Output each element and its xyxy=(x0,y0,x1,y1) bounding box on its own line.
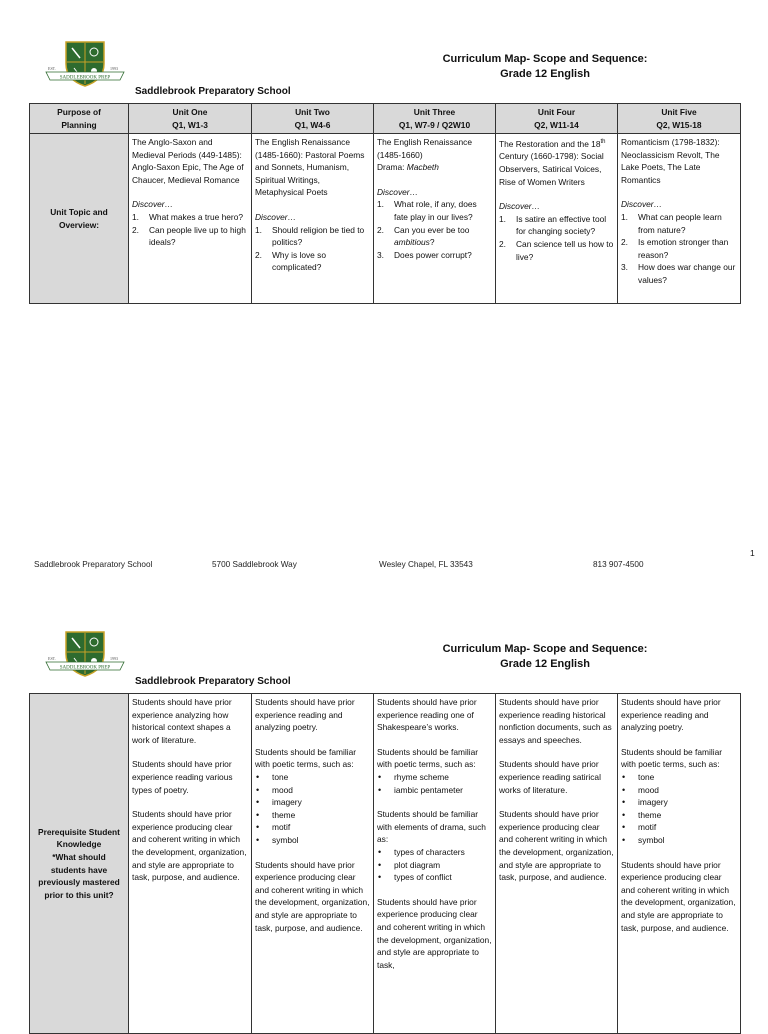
unit-one-prereq-cell: Students should have prior experience analyzing how historical context shapes a work of literature. Students should have prior experience reading various types of poetry. Students should have prior experience producing clear and coherent writing in which the development, organization, and style are appropriate to task, purpose, and audience. xyxy=(129,694,252,1034)
footer-city: Wesley Chapel, FL 33543 xyxy=(379,560,473,569)
discover-question: 3. Does power corrupt? xyxy=(377,249,472,260)
list-item: • tone xyxy=(621,771,737,784)
discover-question: 2. Can people live up to high ideals? xyxy=(132,224,246,248)
list-item: • symbol xyxy=(255,834,370,847)
footer-school: Saddlebrook Preparatory School xyxy=(34,560,153,569)
list-item: • rhyme scheme xyxy=(377,771,492,784)
unit-header: Unit One Q1, W1-3 xyxy=(129,104,252,134)
discover-question: 3. How does war change our values? xyxy=(621,262,736,285)
list-item: • theme xyxy=(255,809,370,822)
document-page-2 xyxy=(0,590,768,1024)
discover-question: 1. Is satire an effective tool for changing society? xyxy=(499,213,607,237)
unit-five-topic-cell: Romanticism (1798-1832): Neoclassicism Revolt, The Lake Poets, The Late Romantics Discover… 1. What can people learn from nature? 2. Is emotion stronger than reason? 3. How does war change our values? xyxy=(618,134,741,304)
list-item: • types of characters xyxy=(377,846,492,859)
school-crest-logo xyxy=(42,630,128,678)
unit-four-topic-cell: The Restoration and the 18th Century (1660-1798): Social Observers, Satirical Voices, Rise of Women Writers Discover… 1. Is satire an effective tool for changing society? 2. Can science tell us how to live? xyxy=(496,134,618,304)
prerequisite-row xyxy=(30,694,741,1034)
school-crest-logo xyxy=(42,40,128,88)
unit-two-topic-cell: The English Renaissance (1485-1660): Pastoral Poems and Sonnets, Humanism, Spiritual Writings, Metaphysical Poets Discover… 1. Should religion be tied to politics? 2. Why is love so complicated? xyxy=(252,134,374,304)
crest-logo-icon xyxy=(42,40,128,88)
list-item: • mood xyxy=(255,784,370,797)
svg-text:SADDLEBROOK PREP: SADDLEBROOK PREP xyxy=(59,75,111,81)
list-item: • iambic pentameter xyxy=(377,784,492,797)
unit-header: Unit Two Q1, W4-6 xyxy=(252,104,374,134)
svg-text:1993: 1993 xyxy=(110,66,118,71)
document-title xyxy=(410,642,680,672)
title-line-1: Curriculum Map- Scope and Sequence: xyxy=(442,643,648,655)
svg-text:EST.: EST. xyxy=(48,656,56,661)
list-item: • motif xyxy=(255,821,370,834)
footer-address: 5700 Saddlebrook Way xyxy=(212,560,297,569)
unit-five-prereq-cell: Students should have prior experience reading and analyzing poetry. Students should be familiar with poetic terms, such as: • tone • mood • imagery • theme • motif • symbol Students should have prior experience producing clear and coherent writing in which the development, organization, and style are appropriate to task, purpose, and audience. xyxy=(618,694,741,1034)
list-item: • symbol xyxy=(621,834,737,847)
discover-question: 2. Is emotion stronger than reason? xyxy=(621,237,729,260)
list-item: • tone xyxy=(255,771,370,784)
prerequisite-label: Prerequisite Student Knowledge *What should students have previously mastered prior to this unit? xyxy=(30,694,129,1034)
discover-question: 1. What role, if any, does fate play in our lives? xyxy=(377,199,477,222)
title-line-2: Grade 12 English xyxy=(500,658,590,670)
footer-phone: 813 907-4500 xyxy=(593,560,644,569)
title-line-2: Grade 12 English xyxy=(500,68,590,80)
discover-question: 1. What makes a true hero? xyxy=(132,211,244,222)
school-name: Saddlebrook Preparatory School xyxy=(135,86,291,97)
unit-one-topic-cell: The Anglo-Saxon and Medieval Periods (449-1485): Anglo-Saxon Epic, The Age of Chaucer, Medieval Romance Discover… 1. What makes a true hero? 2. Can people live up to high ideals? xyxy=(129,134,252,304)
unit-topic-row xyxy=(30,134,741,304)
discover-question: 1. Should religion be tied to politics? xyxy=(255,224,365,248)
list-item: • types of conflict xyxy=(377,871,492,884)
page-number: 1 xyxy=(750,548,755,558)
crest-logo-icon xyxy=(42,630,128,678)
table-header-row xyxy=(30,104,741,134)
discover-question: 2. Why is love so complicated? xyxy=(255,249,326,273)
list-item: • mood xyxy=(621,784,737,797)
unit-header: Unit Three Q1, W7-9 / Q2W10 xyxy=(374,104,496,134)
svg-text:1993: 1993 xyxy=(110,656,118,661)
unit-four-prereq-cell: Students should have prior experience reading historical nonfiction documents, such as essays and speeches. Students should have prior experience reading satirical works of literature. Students should have prior experience producing clear and coherent writing in which the development, organization, and style are appropriate to task, purpose, and audience. xyxy=(496,694,618,1034)
list-item: • theme xyxy=(621,809,737,822)
list-item: • motif xyxy=(621,821,737,834)
title-line-1: Curriculum Map- Scope and Sequence: xyxy=(442,53,648,65)
unit-topic-label: Unit Topic and Overview: xyxy=(30,134,129,304)
svg-text:SADDLEBROOK PREP: SADDLEBROOK PREP xyxy=(59,665,111,671)
unit-two-prereq-cell: Students should have prior experience reading and analyzing poetry. Students should be familiar with poetic terms, such as: • tone • mood • imagery • theme • motif • symbol Students should have prior experience producing clear and coherent writing in which the development, organization, and style are appropriate to task, purpose, and audience. xyxy=(252,694,374,1034)
document-title xyxy=(410,52,680,82)
unit-three-topic-cell: The English Renaissance (1485-1660) Drama: Macbeth Discover… 1. What role, if any, does fate play in our lives? 2. Can you ever be too ambitious? 3. Does power corrupt? xyxy=(374,134,496,304)
discover-question: 1. What can people learn from nature? xyxy=(621,211,722,235)
unit-three-prereq-cell: Students should have prior experience reading one of Shakespeare’s works. Students should be familiar with poetic terms, such as: • rhyme scheme • iambic pentameter Students should be familiar with elements of drama, such as: • types of characters • plot diagram • types of conflict Students should have prior experience producing clear and coherent writing in which the development, organization, and style are appropriate to task, xyxy=(374,694,496,1034)
school-name: Saddlebrook Preparatory School xyxy=(135,676,291,687)
list-item: • imagery xyxy=(255,796,370,809)
discover-question: 2. Can science tell us how to live? xyxy=(499,238,614,262)
curriculum-map-table xyxy=(29,103,741,304)
discover-question: 2. Can you ever be too ambitious? xyxy=(377,224,470,248)
list-item: • imagery xyxy=(621,796,737,809)
unit-header: Unit Four Q2, W11-14 xyxy=(496,104,618,134)
purpose-header: Purpose of Planning xyxy=(30,104,129,134)
list-item: • plot diagram xyxy=(377,859,492,872)
svg-text:EST.: EST. xyxy=(48,66,56,71)
prerequisite-table xyxy=(29,693,741,1034)
unit-header: Unit Five Q2, W15-18 xyxy=(618,104,741,134)
